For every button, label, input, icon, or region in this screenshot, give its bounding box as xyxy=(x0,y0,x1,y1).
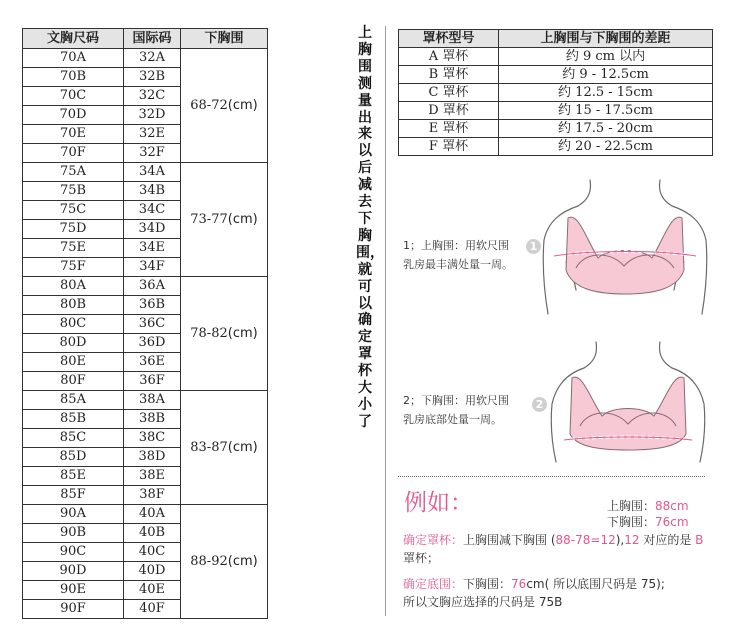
bra-size-cell: 90F xyxy=(23,600,124,619)
intl-size-cell: 38B xyxy=(124,410,181,429)
intl-size-cell: 40E xyxy=(124,581,181,600)
example-underbust xyxy=(607,513,689,530)
bra-shape xyxy=(566,217,684,294)
size-table-row xyxy=(23,277,268,296)
intl-size-cell: 40A xyxy=(124,505,181,524)
underbust-range-value: 83-87 xyxy=(190,439,228,455)
cup-type-cell: B 罩杯 xyxy=(399,66,499,84)
intl-size-cell: 38A xyxy=(124,391,181,410)
bust-difference-cell: 约 12.5 - 15cm xyxy=(499,84,713,102)
underbust-illustration xyxy=(544,340,714,465)
band-label: 确定底围： xyxy=(403,577,464,591)
underbust-range-unit: (cm) xyxy=(227,97,258,113)
bra-size-cell: 90D xyxy=(23,562,124,581)
cup-calc: 88-78=12 xyxy=(555,533,616,547)
intl-size-cell: 34E xyxy=(124,239,181,258)
cup-number: 12 xyxy=(624,533,640,547)
cup-text-b: ), xyxy=(615,533,625,547)
bra-size-cell: 80F xyxy=(23,372,124,391)
header-bust-difference: 上胸围与下胸围的差距 xyxy=(499,30,713,48)
cup-table-row xyxy=(399,120,713,138)
band-text-b: cm( 所以底围尺码是 75); xyxy=(526,577,665,591)
intl-size-cell: 32F xyxy=(124,144,181,163)
cup-type-cell: F 罩杯 xyxy=(399,138,499,156)
band-text-c: 所以文胸应选择的尺码是 75B xyxy=(403,595,563,609)
intl-size-cell: 40B xyxy=(124,524,181,543)
bra-size-cell: 70C xyxy=(23,87,124,106)
cup-determination-text xyxy=(403,531,713,567)
cup-type-cell: C 罩杯 xyxy=(399,84,499,102)
bust-difference-cell: 约 15 - 17.5cm xyxy=(499,102,713,120)
header-underbust: 下胸围 xyxy=(181,29,268,49)
header-bra-size: 文胸尺码 xyxy=(23,29,124,49)
bust-difference-cell: 约 9 cm 以内 xyxy=(499,48,713,66)
intl-size-cell: 32B xyxy=(124,68,181,87)
bra-size-cell: 85F xyxy=(23,486,124,505)
header-cup-type: 罩杯型号 xyxy=(399,30,499,48)
bra-size-cell: 70D xyxy=(23,106,124,125)
cup-table-row xyxy=(399,102,713,120)
bra-size-cell: 75A xyxy=(23,163,124,182)
bra-size-cell: 80E xyxy=(23,353,124,372)
bra-size-cell: 75E xyxy=(23,239,124,258)
cup-table-row xyxy=(399,138,713,156)
underbust-range-value: 78-82 xyxy=(190,325,228,341)
underbust-range-value: 68-72 xyxy=(190,97,228,113)
intl-size-cell: 36C xyxy=(124,315,181,334)
intl-size-cell: 38F xyxy=(124,486,181,505)
band-value: 76 xyxy=(511,577,527,591)
cup-table-header-row xyxy=(399,30,713,48)
bra-size-cell: 80A xyxy=(23,277,124,296)
size-chart-table xyxy=(22,28,268,619)
vertical-note: 上胸围测量出来以后减去下胸围，就可以确定罩杯大小了 xyxy=(356,25,384,430)
measure-underbust-note xyxy=(403,391,509,429)
bra-size-cell: 70B xyxy=(23,68,124,87)
bra-size-cell: 90A xyxy=(23,505,124,524)
intl-size-cell: 40F xyxy=(124,600,181,619)
underbust-range-unit: (cm) xyxy=(227,439,258,455)
cup-letter: B xyxy=(695,533,704,547)
bra-size-cell: 75B xyxy=(23,182,124,201)
intl-size-cell: 38C xyxy=(124,429,181,448)
intl-size-cell: 40C xyxy=(124,543,181,562)
size-table-row xyxy=(23,391,268,410)
bra-size-cell: 85B xyxy=(23,410,124,429)
measure-upper-bust-note xyxy=(403,236,513,274)
underbust-value: 76cm xyxy=(655,515,689,529)
intl-size-cell: 32A xyxy=(124,49,181,68)
cup-table-row xyxy=(399,84,713,102)
upper-bust-illustration xyxy=(538,178,718,318)
bra-size-cell: 75F xyxy=(23,258,124,277)
bra-size-cell: 85E xyxy=(23,467,124,486)
underbust-range-value: 88-92 xyxy=(190,553,228,569)
example-title: 例如： xyxy=(404,490,473,516)
underbust-range-cell xyxy=(181,163,268,277)
bra-size-cell: 80C xyxy=(23,315,124,334)
intl-size-cell: 38E xyxy=(124,467,181,486)
step-1-badge: 1 xyxy=(526,239,541,254)
bra-size-cell: 90E xyxy=(23,581,124,600)
bra-size-cell: 85D xyxy=(23,448,124,467)
underbust-range-unit: (cm) xyxy=(227,211,258,227)
example-upper-bust xyxy=(607,497,689,514)
bra-size-cell: 70F xyxy=(23,144,124,163)
intl-size-cell: 34B xyxy=(124,182,181,201)
intl-size-cell: 36E xyxy=(124,353,181,372)
underbust-range-cell xyxy=(181,391,268,505)
cup-text-a: 上胸围减下胸围 ( xyxy=(463,533,556,547)
bra-size-cell: 70A xyxy=(23,49,124,68)
measure-2-line1: 2；下胸围：用软尺围 xyxy=(403,394,509,407)
size-table-header-row xyxy=(23,29,268,49)
size-table-row xyxy=(23,505,268,524)
size-table-row xyxy=(23,49,268,68)
measure-1-line2: 乳房最丰满处量一周。 xyxy=(403,258,513,271)
bra-size-cell: 90B xyxy=(23,524,124,543)
intl-size-cell: 32D xyxy=(124,106,181,125)
underbust-range-cell xyxy=(181,49,268,163)
underbust-range-unit: (cm) xyxy=(227,553,258,569)
bra-size-cell: 80D xyxy=(23,334,124,353)
bra-size-cell: 80B xyxy=(23,296,124,315)
bra-size-cell: 75D xyxy=(23,220,124,239)
underbust-label: 下胸围： xyxy=(607,515,656,529)
intl-size-cell: 32E xyxy=(124,125,181,144)
upper-bust-label: 上胸围： xyxy=(607,499,656,513)
underbust-range-cell xyxy=(181,505,268,619)
measure-2-line2: 乳房底部处量一周。 xyxy=(403,413,502,426)
intl-size-cell: 36A xyxy=(124,277,181,296)
band-text-a: 下胸围： xyxy=(463,577,512,591)
cup-size-table xyxy=(398,29,713,156)
bra-size-cell: 75C xyxy=(23,201,124,220)
intl-size-cell: 36B xyxy=(124,296,181,315)
measure-1-line1: 1；上胸围：用软尺围 xyxy=(403,239,509,252)
cup-type-cell: D 罩杯 xyxy=(399,102,499,120)
intl-size-cell: 36D xyxy=(124,334,181,353)
upper-bust-value: 88cm xyxy=(655,499,689,513)
cup-label: 确定罩杯： xyxy=(403,533,464,547)
bra-size-cell: 70E xyxy=(23,125,124,144)
intl-size-cell: 36F xyxy=(124,372,181,391)
bra-size-cell: 90C xyxy=(23,543,124,562)
underbust-range-value: 73-77 xyxy=(190,211,228,227)
cup-text-d: 罩杯； xyxy=(403,551,440,565)
column-divider xyxy=(385,26,386,616)
intl-size-cell: 40D xyxy=(124,562,181,581)
intl-size-cell: 32C xyxy=(124,87,181,106)
header-intl-size: 国际码 xyxy=(124,29,181,49)
underbust-range-unit: (cm) xyxy=(227,325,258,341)
bust-difference-cell: 约 20 - 22.5cm xyxy=(499,138,713,156)
cup-type-cell: E 罩杯 xyxy=(399,120,499,138)
bust-difference-cell: 约 9 - 12.5cm xyxy=(499,66,713,84)
intl-size-cell: 34A xyxy=(124,163,181,182)
intl-size-cell: 34F xyxy=(124,258,181,277)
intl-size-cell: 38D xyxy=(124,448,181,467)
bra-size-cell: 85C xyxy=(23,429,124,448)
size-table-row xyxy=(23,163,268,182)
band-determination-text xyxy=(403,575,713,611)
intl-size-cell: 34D xyxy=(124,220,181,239)
cup-type-cell: A 罩杯 xyxy=(399,48,499,66)
bust-difference-cell: 约 17.5 - 20cm xyxy=(499,120,713,138)
section-divider xyxy=(398,476,705,477)
cup-table-row xyxy=(399,48,713,66)
step-2-badge: 2 xyxy=(532,397,547,412)
cup-text-c: 对应的是 xyxy=(639,533,696,547)
bra-size-cell: 85A xyxy=(23,391,124,410)
underbust-range-cell xyxy=(181,277,268,391)
cup-table-row xyxy=(399,66,713,84)
intl-size-cell: 34C xyxy=(124,201,181,220)
